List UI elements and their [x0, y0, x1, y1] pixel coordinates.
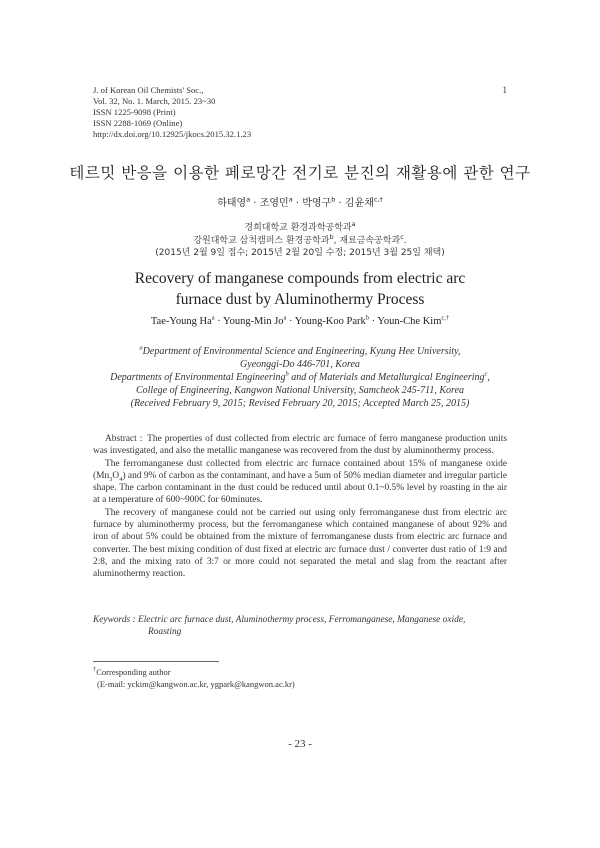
footnote-divider [93, 661, 219, 662]
affiliation-mark: c [484, 370, 488, 378]
author-separator: · [286, 316, 295, 327]
journal-citation: J. of Korean Oil Chemists' Soc., [93, 85, 204, 95]
dagger-mark: † [93, 666, 97, 674]
journal-doi-link[interactable]: http://dx.doi.org/10.12925/jkocs.2015.32.1.23 [93, 129, 252, 139]
author-name: Young-Koo Park [294, 316, 366, 327]
author-separator: · [214, 316, 224, 327]
english-title-line: furnace dust by Aluminothermy Process [175, 291, 425, 308]
affiliation-mark: b [285, 370, 289, 378]
abstract-paragraph: The recovery of manganese could not be carried out using only ferromanganese dust from electric arc furnace by aluminothermy process, but the ferromanganese which contained manganese of about 92% and iron of about 5% could be obtained from the mixture of ferromanganese dusts from electric arc furnace and converter. The best mixing condition of dust fixed at electric arc furnace dust / converter dust ratio of 1:9 and 2:8, and the mixing rato of 3:7 or more could not separated the metal and slag from the reactant after aluminothermy reaction. [93, 507, 507, 580]
abstract-text: The properties of dust collected from electric arc furnace of ferro manganese production units was investigated, and also the metallic manganese was recovered from the dust by aluminothermy process. [93, 434, 507, 457]
author-mark: a [288, 195, 293, 204]
english-affiliation-1-address: Gyeonggi-Do 446-701, Korea [240, 359, 360, 370]
keywords-text-cont: Roasting [148, 627, 182, 638]
affiliation-text: Departments of Environmental Engineering [110, 372, 286, 383]
korean-received-dates: (2015년 2월 9일 접수; 2015년 2월 20일 수정; 2015년 3월 25일 채택) [155, 248, 445, 258]
journal-info [93, 85, 251, 140]
affiliation-text: 강원대학교 삼척캠퍼스 환경공학과 [193, 235, 330, 246]
affiliation-mark: a [139, 344, 143, 352]
keywords-text: Electric arc furnace dust, Aluminothermy process, Ferromanganese, Manganese oxide, [137, 615, 466, 625]
english-affiliation-2 [0, 371, 600, 384]
author-separator: · [335, 198, 345, 209]
author-separator: · [369, 316, 378, 327]
journal-volume: Vol. 32, No. 1. March, 2015. 23~30 [93, 96, 216, 106]
affiliation-text: 경희대학교 환경과학공학과 [244, 223, 352, 233]
abstract [93, 433, 507, 581]
author-mark: b [331, 195, 336, 204]
author-mark: c,† [373, 195, 383, 204]
formula-subscript: 3 [109, 475, 113, 483]
page-number: 1 [502, 85, 507, 95]
abstract-text: O [112, 470, 120, 481]
author-name: Young-Min Jo [223, 316, 284, 327]
korean-affiliation-2 [0, 232, 600, 248]
author-mark: a [283, 314, 287, 322]
journal-issn-print: ISSN 1225-9098 (Print) [93, 107, 176, 117]
affiliation-mark: a [351, 220, 356, 228]
author-mark: a [246, 195, 251, 204]
affiliation-text: Department of Environmental Science and Engineering, Kyung Hee University, [142, 346, 461, 357]
affiliation-mark: b [329, 232, 334, 241]
affiliation-text: and of Materials and Metallurgical Engineering [288, 372, 485, 383]
keywords [93, 614, 507, 639]
english-affiliation-2-address: College of Engineering, Kangwon National University, Samcheok 245-711, Korea [135, 385, 465, 396]
affiliation-mark: c [400, 232, 404, 241]
author-name: 조영민 [259, 198, 289, 209]
korean-affiliation-1 [0, 222, 600, 235]
author-separator: · [250, 198, 260, 209]
footnote [93, 666, 295, 690]
author-name: Tae-Young Ha [150, 316, 212, 327]
korean-affiliations [0, 222, 600, 260]
footnote-email: (E-mail: yckim@kangwon.ac.kr, ygpark@kangwon.ac.kr) [97, 679, 295, 689]
english-authors [0, 316, 600, 327]
abstract-text: The ferromanganese dust collected from electric arc furnace contained about 15% of manganese oxide (Mn [93, 458, 507, 481]
english-title [0, 268, 600, 310]
english-affiliations [0, 345, 600, 410]
author-mark: c,† [441, 314, 450, 322]
page-folio: - 23 - [288, 738, 312, 750]
keywords-label: Keywords : [93, 615, 136, 625]
english-affiliation-1 [0, 345, 600, 358]
author-separator: · [292, 198, 303, 209]
affiliation-text: , 재료금속공학과 [333, 235, 401, 246]
author-name: 김윤채 [344, 198, 374, 209]
affiliation-text: . [403, 235, 407, 246]
formula-subscript: 4 [119, 475, 123, 483]
journal-issn-online: ISSN 2288-1069 (Online) [93, 118, 183, 128]
author-name: Youn-Che Kim [377, 316, 442, 327]
english-received-dates: (Received February 9, 2015; Revised February 20, 2015; Accepted March 25, 2015) [130, 398, 470, 409]
author-mark: b [365, 314, 370, 322]
abstract-text: ) and 9% of carbon as the contaminant, and have a 5um of 50% median diameter and irregular particle shape. The carbon contaminant in the dust could be reduced until about 0.1~0.5% level by roasting in the air at a temperature of 600~900C for 60minutes. [93, 470, 507, 506]
author-name: 박영구 [302, 198, 332, 209]
abstract-label: Abstract : [105, 434, 143, 444]
footnote-text: Corresponding author [96, 667, 171, 677]
korean-title: 테르밋 반응을 이용한 페로망간 전기로 분진의 재활용에 관한 연구 [69, 164, 531, 182]
english-title-line: Recovery of manganese compounds from electric arc [134, 270, 466, 287]
affiliation-text: , [487, 372, 490, 383]
abstract-paragraph [93, 458, 507, 507]
footnote-line [93, 666, 295, 678]
korean-authors [0, 194, 600, 209]
author-name: 하태영 [217, 198, 247, 209]
author-mark: a [211, 314, 215, 322]
abstract-paragraph [93, 433, 507, 458]
